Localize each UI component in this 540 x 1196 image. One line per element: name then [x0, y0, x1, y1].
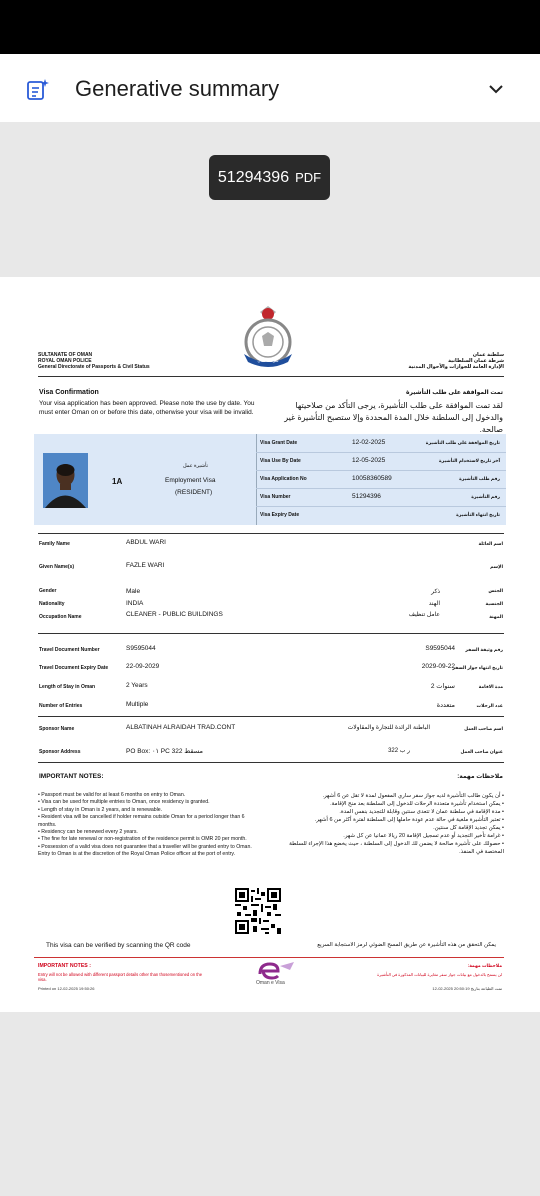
visa-row-divider	[256, 488, 506, 489]
visa-row-value: 51294396	[352, 493, 381, 500]
header-right	[408, 352, 504, 370]
file-number: 51294396	[217, 168, 290, 186]
field-value: Multiple	[126, 701, 149, 708]
visa-row-label-ar: رقم التأشيرة	[471, 494, 500, 499]
note-item: • Passport must be valid for at least 6 months on entry to Oman.	[38, 792, 186, 798]
note-text-ar: تعتبر التأشيرة ملغية في حالة عدم عودة حاملها إلى السلطنة لفترة أكثر من 6 أشهر.	[314, 817, 501, 823]
confirmation-body: Your visa application has been approved. Please note the use by date. You must enter Oman on or before this date, otherwise your visa will be invalid.	[39, 400, 255, 416]
field-label: Number of Entries	[39, 703, 83, 709]
footer-notes-title: IMPORTANT NOTES :	[38, 963, 91, 969]
note-item: • The fine for late renewal or non-registration of the residence permit is OMR 20 per month.	[38, 836, 247, 843]
header-right-line: شرطة عمان السلطانية	[448, 358, 504, 364]
field-label: Given Name(s)	[39, 564, 75, 570]
note-text: The fine for late renewal or non-registration of the residence permit is OMR 20 per month.	[41, 836, 247, 843]
evisa-logo-text: Oman e Visa	[256, 980, 285, 986]
field-value-alt: متعددة	[436, 702, 455, 709]
section-divider	[38, 762, 504, 763]
field-label: Travel Document Expiry Date	[39, 665, 109, 671]
note-text: Possession of a valid visa does not guarantee that a traveller will be granted entry to Oman. Entry to Oman is at the discretion of the Royal Oman Police officer at the port of entry.	[38, 843, 252, 858]
note-text: Length of stay in Oman is 2 years, and is renewable.	[41, 806, 163, 813]
field-label-ar: الجنسية	[485, 601, 503, 606]
visa-type-code: 1A	[112, 477, 123, 486]
note-text-ar: مدة الإقامة في سلطنة عمان لا تتعدى سنتين وقابلة للتجديد بنفس المدة.	[339, 809, 501, 815]
field-value-alt: سنوات 2	[430, 683, 455, 690]
section-divider	[38, 533, 504, 534]
field-label: Length of Stay in Oman	[39, 684, 96, 690]
field-value: FAZLE WARI	[126, 562, 165, 569]
royal-oman-police-emblem	[236, 302, 300, 370]
field-value-alt: S9595044	[425, 645, 455, 652]
header-left-line: ROYAL OMAN POLICE	[38, 358, 92, 364]
visa-row-divider	[256, 452, 506, 453]
field-label: Nationality	[39, 601, 65, 607]
field-value-ar: الباطنة الرائدة للتجارة والمقاولات	[347, 725, 430, 731]
note-item: • Resident visa will be cancelled if holder remains outside Oman for a period longer than 6 months.	[38, 814, 245, 828]
field-value: PO Box: ‎٠١ PC 322 مسقط	[126, 748, 204, 755]
confirmation-title: Visa Confirmation	[39, 389, 99, 396]
note-text-ar: أن يكون طالب التأشيرة لديه جواز سفر ساري المفعول لمدة لا تقل عن 6 أشهر.	[322, 793, 501, 799]
note-text: Residency can be renewed every 2 years.	[41, 829, 138, 836]
header-divider	[38, 376, 504, 377]
note-item: • Visa can be used for multiple entries to Oman, once residency is granted.	[38, 799, 210, 806]
visa-row-value: 12-05-2025	[352, 457, 386, 464]
field-value-alt: 2029-09-22	[421, 663, 455, 670]
note-item-ar: • حصولك على تأشيرة صالحة لا يضمن لك الدخول إلى السلطنة ، حيث يخضع هذا الإجراء للسلطة المختصة في المنفذ.	[289, 841, 504, 855]
note-item-ar: • غرامة تأخير التجديد أو عدم تسجيل الإقامة 20 ريالا عمانيا عن كل شهر.	[343, 833, 504, 839]
field-value: CLEANER - PUBLIC BUILDINGS	[126, 611, 223, 618]
visa-row-label: Visa Use By Date	[260, 458, 301, 464]
note-item-ar: • يمكن استخدام تأشيرة متعددة الرحلات للدخول إلى السلطنة بعد منح الإقامة.	[330, 801, 504, 807]
visa-type-name-ar: تأشيرة عمل	[183, 463, 209, 469]
note-item: • Length of stay in Oman is 2 years, and is renewable.	[38, 806, 163, 813]
field-value-ar: الهند	[428, 601, 440, 607]
verify-text-ar: يمكن التحقق من هذه التأشيرة عن طريق المسح الضوئي لرمز الاستجابة السريع	[317, 942, 496, 948]
note-item-ar: • يمكن تجديد الإقامة كل سنتين.	[433, 825, 504, 831]
printed-on: Printed on 12-02-2025 19:50:26	[38, 986, 95, 991]
note-item-ar: • تعتبر التأشيرة ملغية في حالة عدم عودة حاملها إلى السلطنة لفترة أكثر من 6 أشهر.	[314, 817, 504, 823]
notes-title-ar: ملاحظات مهمة:	[457, 774, 503, 780]
field-value: Male	[126, 588, 141, 595]
svg-text:شرطة عمان: شرطة عمان	[257, 358, 279, 363]
note-text-ar: حصولك على تأشيرة صالحة لا يضمن لك الدخول إلى السلطنة ، حيث يخضع هذا الإجراء للسلطة المختصة في المنفذ.	[289, 841, 504, 855]
header-left-line: General Directorate of Passports & Civil Status	[38, 364, 150, 370]
qr-code	[235, 888, 281, 934]
note-text: Passport must be valid for at least 6 months on entry to Oman.	[41, 792, 186, 798]
field-label-ar: مدة الاقامة	[478, 684, 503, 689]
header-left	[38, 352, 150, 370]
field-label-ar: اسم العائلة	[478, 541, 503, 546]
panel-divider	[256, 434, 257, 525]
field-label-ar: المهنة	[489, 614, 503, 619]
chevron-down-icon[interactable]	[486, 79, 506, 99]
field-value: INDIA	[126, 600, 144, 607]
note-text: Visa can be used for multiple entries to Oman, once residency is granted.	[41, 799, 210, 806]
footer-notes-title-ar: ملاحظات مهمة:	[467, 963, 502, 968]
status-bar	[0, 0, 540, 54]
visa-row-divider	[256, 470, 506, 471]
section-divider	[38, 633, 504, 634]
file-ext: PDF	[295, 170, 322, 185]
field-label: Sponsor Name	[39, 726, 75, 732]
note-item: • Possession of a valid visa does not guarantee that a traveller will be granted entry to Oman. Entry to Oman is at the discretion of the Royal Oman Police officer at the port of entry.	[38, 843, 252, 858]
generative-summary-icon[interactable]	[26, 78, 50, 102]
section-divider	[38, 716, 504, 717]
field-value: ABDUL WARI	[126, 539, 166, 546]
field-label-ar: الجنس	[488, 588, 503, 593]
footer-divider	[34, 957, 504, 958]
note-text-ar: يمكن تجديد الإقامة كل سنتين.	[433, 825, 501, 831]
visa-row-label-ar: رقم طلب التأشيرة	[459, 476, 500, 481]
notes-title: IMPORTANT NOTES:	[39, 773, 104, 780]
note-item-ar: • مدة الإقامة في سلطنة عمان لا تتعدى سنتين وقابلة للتجديد بنفس المدة.	[339, 809, 504, 815]
header-right-line: سلطنة عمان	[472, 352, 504, 358]
note-item: • Residency can be renewed every 2 years.	[38, 829, 138, 836]
applicant-photo	[43, 453, 88, 508]
visa-row-divider	[256, 506, 506, 507]
field-label-ar: تاريخ انتهاء جواز السفر	[452, 665, 503, 670]
visa-row-value: 12-02-2025	[352, 439, 386, 446]
field-label: Family Name	[39, 541, 70, 547]
visa-row-label-ar: تاريخ انتهاء التأشيرة	[456, 512, 500, 517]
file-chip[interactable]	[209, 155, 330, 200]
header-right-line: الإدارة العامة للجوازات والأحوال المدنية	[408, 364, 504, 370]
header-left-line: SULTANATE OF OMAN	[38, 352, 93, 358]
visa-row-label: Visa Application No	[260, 476, 307, 482]
confirmation-body-ar: لقد تمت الموافقة على طلب التأشيرة، يرجى التأكد من صلاحيتها والدخول إلى السلطنة خلال المدة المحددة وإلا ستصبح التأشيرة غير صالحة.	[284, 401, 503, 434]
field-label-ar: عدد الرحلات	[476, 703, 503, 708]
visa-row-label-ar: تاريخ الموافقة على طلب التأشيرة	[425, 440, 500, 445]
app-header	[0, 54, 540, 122]
visa-type-sub: (RESIDENT)	[175, 489, 213, 496]
field-value-ar: ذكر	[431, 589, 440, 595]
field-value: 2 Years	[126, 682, 148, 689]
confirmation-title-ar: تمت الموافقة على طلب التأشيرة	[405, 390, 503, 396]
page-title: Generative summary	[75, 76, 280, 101]
visa-row-label: Visa Number	[260, 494, 291, 500]
visa-row-value: 10058360589	[352, 475, 392, 482]
field-label-ar: عنوان صاحب العمل	[460, 749, 503, 754]
field-value-ar: عامل تنظيف	[408, 612, 440, 618]
field-label: Gender	[39, 588, 57, 594]
note-text-ar: غرامة تأخير التجديد أو عدم تسجيل الإقامة 20 ريالا عمانيا عن كل شهر.	[343, 833, 501, 839]
field-label-ar: رقم وثيقة السفر	[465, 647, 503, 652]
field-label-ar: الإسم	[490, 564, 503, 569]
visa-row-label-ar: آخر تاريخ لاستخدام التأشيرة	[438, 458, 500, 463]
notes-list-ar	[284, 792, 504, 856]
note-text-ar: يمكن استخدام تأشيرة متعددة الرحلات للدخول إلى السلطنة بعد منح الإقامة.	[330, 801, 501, 807]
visa-row-label: Visa Grant Date	[260, 440, 298, 446]
field-value: S9595044	[126, 645, 156, 652]
field-label: Occupation Name	[39, 614, 82, 620]
notes-list	[38, 792, 253, 859]
note-text: Resident visa will be cancelled if holder remains outside Oman for a period longer than 6 months.	[38, 814, 245, 828]
field-label: Travel Document Number	[39, 647, 100, 653]
field-value: 22-09-2029	[126, 663, 160, 670]
printed-on-ar: 12-02-2025 20:50:19 تمت الطباعة بتاريخ	[432, 986, 502, 991]
visa-type-name: Employment Visa	[165, 477, 216, 484]
field-value: ALBATINAH ALRAIDAH TRAD.CONT	[126, 724, 236, 731]
footer-notes-body: Entry will not be allowed with different passport details other than thosementioned on the visa.	[38, 972, 203, 982]
field-label-ar: اسم صاحب العمل	[464, 726, 503, 731]
note-item-ar: • أن يكون طالب التأشيرة لديه جواز سفر ساري المفعول لمدة لا تقل عن 6 أشهر.	[322, 793, 504, 799]
verify-text: This visa can be verified by scanning the QR code	[46, 942, 191, 949]
field-value-ar: ر ب 322	[388, 748, 410, 754]
visa-row-label: Visa Expiry Date	[260, 512, 300, 518]
footer-notes-body-ar: لن يسمح بالدخول مع بيانات جواز سفر مغايرة للبيانات المذكورة في التأشيرة	[377, 972, 502, 977]
field-label: Sponsor Address	[39, 749, 81, 755]
